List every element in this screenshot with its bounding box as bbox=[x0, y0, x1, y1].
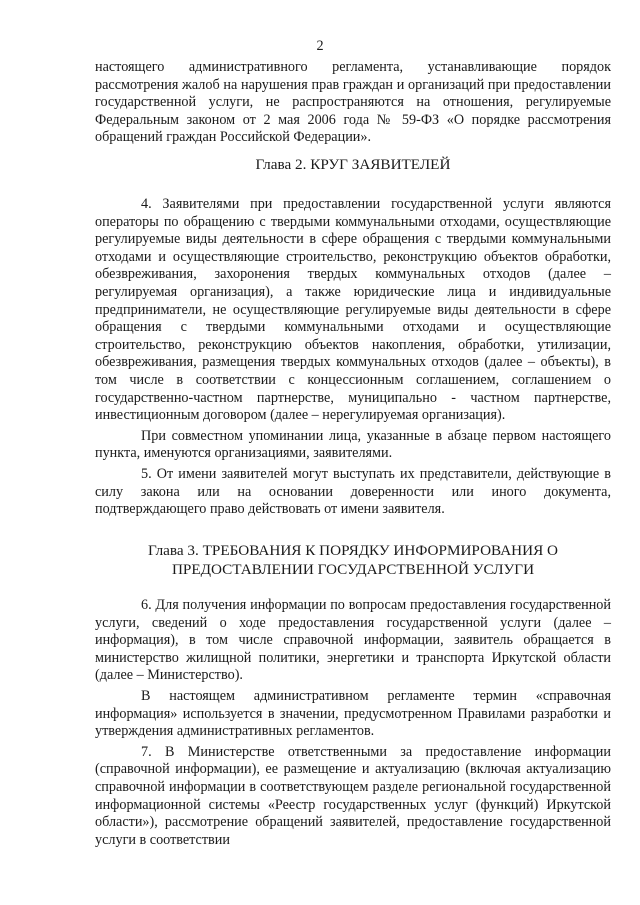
chapter-2-heading-wrap bbox=[95, 155, 611, 174]
paragraph-4: 4. Заявителями при предоставлении государственной услуги являются операторы по обращению с твердыми коммунальными отходами, осуществляющие регулируемые виды деятельности в сфере обращения с твердыми коммунальными отходами и осуществляющие строительство, реконструкцию объектов обработки, обезвреживания, захоронения твердых коммунальных отходов (далее – регулируемая организация), а также юридические лица и индивидуальные предприниматели, не осуществляющие регулируемые виды деятельности в сфере обращения с твердыми коммунальными отходами и осуществляющие строительство, реконструкцию объектов накопления, обработки, утилизации, обезвреживания, размещения твердых коммунальных отходов (далее – объекты), в том числе в соответствии с концессионным соглашением, соглашением о государственно-частном партнерстве, муниципально - частном партнерстве, инвестиционным договором (далее – нерегулируемая организация). bbox=[95, 196, 611, 424]
page-number: 2 bbox=[316, 38, 324, 54]
chapter-3-heading-line-2: ПРЕДОСТАВЛЕНИИ ГОСУДАРСТВЕННОЙ УСЛУГИ bbox=[171, 561, 535, 578]
paragraph-7: 7. В Министерстве ответственными за предоставление информации (справочной информации), ее размещение и актуализацию (включая актуализацию справочной информации в соответствующем разделе региональной государственной информационной системы «Реестр государственных услуг (функций) Иркутской области»), рассмотрение обращений заявителей, предоставление государственной услуги в соответствии bbox=[95, 743, 611, 848]
intro-paragraph: настоящего административного регламента, устанавливающие порядок рассмотрения жалоб на нарушения прав граждан и организаций при предоставлении государственной услуги, не распространяются на отношения, регулируемые Федеральным законом от 2 мая 2006 года № 59-ФЗ «О порядке рассмотрения обращений граждан Российской Федерации». bbox=[95, 59, 611, 146]
chapter-2-heading: Глава 2. КРУГ ЗАЯВИТЕЛЕЙ bbox=[255, 156, 451, 173]
paragraph-6-note: В настоящем административном регламенте термин «справочная информация» используется в значении, предусмотренном Правилами разработки и утверждения административных регламентов. bbox=[95, 687, 611, 740]
paragraph-6: 6. Для получения информации по вопросам предоставления государственной услуги, сведений о ходе предоставления государственной услуги (далее – информация), в том числе справочной информации, заявитель обращается в министерство жилищной политики, энергетики и транспорта Иркутской области (далее – Министерство). bbox=[95, 597, 611, 684]
paragraph-4-note: При совместном упоминании лица, указанные в абзаце первом настоящего пункта, именуются организациями, заявителями. bbox=[95, 427, 611, 462]
chapter-3-heading-wrap bbox=[95, 541, 611, 579]
chapter-3-body bbox=[95, 597, 611, 849]
chapter-3-heading-line-1: Глава 3. ТРЕБОВАНИЯ К ПОРЯДКУ ИНФОРМИРОВАНИЯ О bbox=[147, 542, 559, 559]
paragraph-5: 5. От имени заявителей могут выступать их представители, действующие в силу закона или на основании доверенности или иного документа, подтверждающего право действовать от имени заявителя. bbox=[95, 465, 611, 518]
intro-section bbox=[95, 59, 611, 147]
chapter-2-body bbox=[95, 196, 611, 519]
